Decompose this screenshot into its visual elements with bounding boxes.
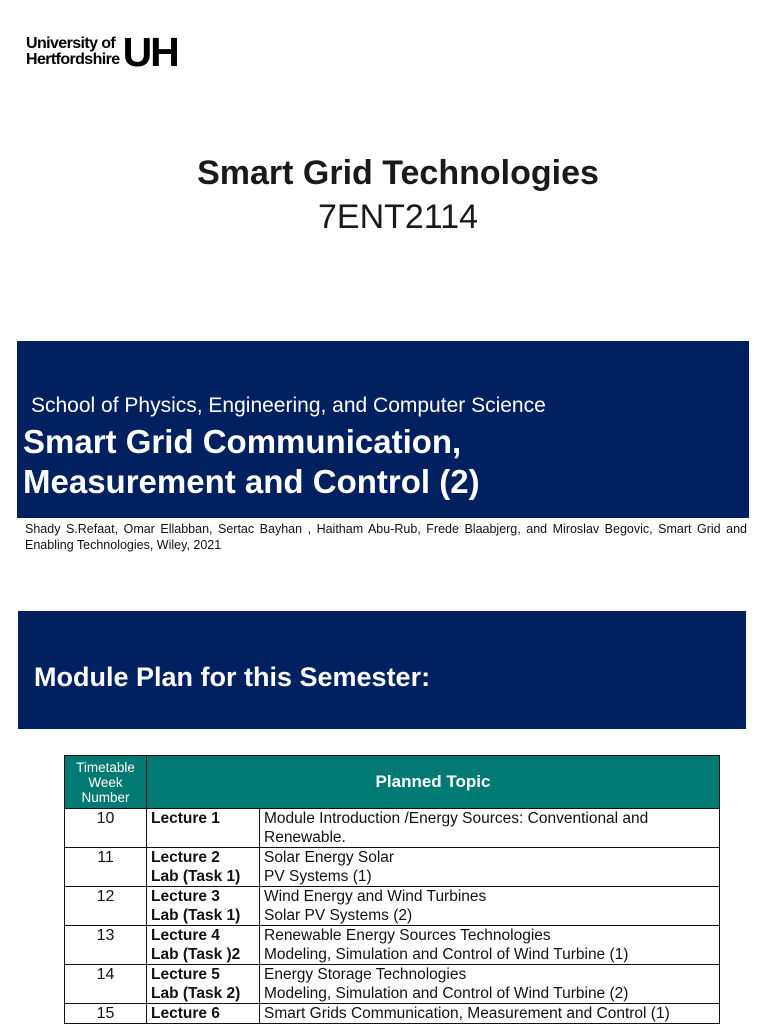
logo-line-2: Hertfordshire: [26, 51, 120, 68]
topic-line: Wind Energy and Wind Turbines: [264, 888, 487, 905]
table-row: [65, 887, 720, 926]
lecture-title-line-1: Smart Grid Communication,: [23, 423, 462, 460]
table-row: [65, 1004, 720, 1024]
lecture-title-line-2: Measurement and Control (2): [23, 463, 480, 500]
textbook-reference: Shady S.Refaat, Omar Ellabban, Sertac Bayhan , Haitham Abu-Rub, Frede Blaabjerg, and Miroslav Begovic, Smart Grid and Enabling Technologies, Wiley, 2021: [25, 522, 747, 552]
table-row: [65, 965, 720, 1004]
topic-line: Solar Energy Solar: [264, 849, 395, 866]
session-type-cell: [147, 1004, 260, 1024]
topic-cell: [260, 848, 720, 887]
topic-line: PV Systems (1): [264, 868, 372, 885]
table-header-row: [65, 756, 720, 809]
topic-line: Modeling, Simulation and Control of Wind Turbine (2): [264, 985, 629, 1002]
course-code: 7ENT2114: [317, 198, 479, 236]
university-logo: [26, 29, 178, 75]
session-type-cell: [147, 887, 260, 926]
topic-cell: [260, 1004, 720, 1024]
session-type-label: Lecture 5: [151, 966, 220, 983]
logo-wordmark: [26, 36, 120, 68]
table-row: [65, 809, 720, 848]
week-column-header: Timetable Week Number: [65, 756, 147, 809]
week-number-cell: 15: [65, 1004, 147, 1024]
session-type-label: Lab (Task 1): [151, 907, 241, 924]
session-type-cell: [147, 809, 260, 848]
logo-line-1: University of: [26, 35, 116, 52]
topic-cell: [260, 926, 720, 965]
session-type-label: Lab (Task )2: [151, 946, 241, 963]
week-number-cell: 10: [65, 809, 147, 848]
lecture-title: [23, 422, 743, 502]
topic-line: Smart Grids Communication, Measurement and Control (1): [264, 1005, 670, 1022]
week-number-cell: 13: [65, 926, 147, 965]
module-plan-banner: [18, 611, 746, 729]
session-type-cell: [147, 965, 260, 1004]
week-number-cell: 14: [65, 965, 147, 1004]
module-plan-heading: Module Plan for this Semester:: [34, 662, 431, 692]
session-type-label: Lecture 3: [151, 888, 220, 905]
school-name: School of Physics, Engineering, and Computer Science: [31, 394, 546, 417]
session-type-label: Lecture 6: [151, 1005, 220, 1022]
table-row: [65, 848, 720, 887]
course-title: Smart Grid Technologies: [197, 154, 599, 192]
module-plan-table: [64, 755, 720, 1024]
topic-line: Renewable.: [264, 829, 346, 846]
topic-cell: [260, 887, 720, 926]
topic-line: Module Introduction /Energy Sources: Conventional and: [264, 810, 649, 827]
topic-line: Solar PV Systems (2): [264, 907, 413, 924]
logo-uh-mark: UH: [122, 29, 178, 75]
table-body: [65, 809, 720, 1024]
session-type-label: Lab (Task 2): [151, 985, 241, 1002]
session-type-cell: [147, 926, 260, 965]
table-row: [65, 926, 720, 965]
topic-cell: [260, 965, 720, 1004]
session-type-label: Lab (Task 1): [151, 868, 241, 885]
session-type-label: Lecture 2: [151, 849, 220, 866]
session-type-label: Lecture 4: [151, 927, 220, 944]
topic-column-header: Planned Topic: [147, 756, 720, 809]
week-number-cell: 12: [65, 887, 147, 926]
week-number-cell: 11: [65, 848, 147, 887]
session-type-label: Lecture 1: [151, 810, 220, 827]
topic-line: Modeling, Simulation and Control of Wind Turbine (1): [264, 946, 629, 963]
topic-line: Energy Storage Technologies: [264, 966, 467, 983]
session-type-cell: [147, 848, 260, 887]
topic-cell: [260, 809, 720, 848]
lecture-banner: [17, 341, 749, 518]
topic-line: Renewable Energy Sources Technologies: [264, 927, 551, 944]
